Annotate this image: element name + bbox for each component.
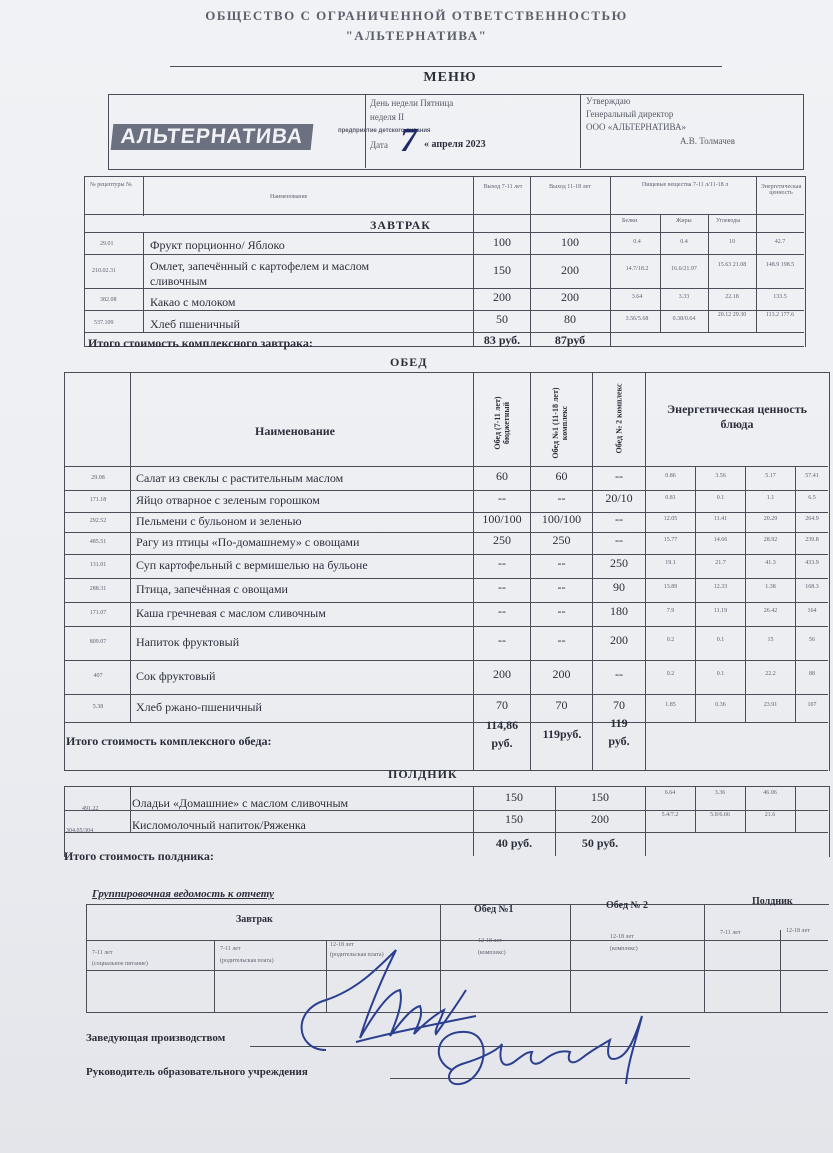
recipe-code: 809.07 <box>89 639 107 645</box>
portion-complex1: -- <box>557 556 566 570</box>
protein: 0.2 <box>666 671 675 677</box>
lunch-col-complex2: Обед № 2 комплекс <box>614 383 624 454</box>
lunch-total-budget: 114,86 <box>485 718 519 732</box>
lunch-col-complex1: Обед №1 (11-18 лет) комплекс <box>551 387 569 459</box>
org-name-line1: ОБЩЕСТВО С ОГРАНИЧЕННОЙ ОТВЕТСТВЕННОСТЬЮ <box>205 8 628 23</box>
org-name-line2: "АЛЬТЕРНАТИВА" <box>345 28 488 43</box>
portion-complex1: -- <box>557 491 566 505</box>
row-rule <box>84 332 804 333</box>
energy: 56 <box>809 637 815 643</box>
snack-total-7-11: 40 руб. <box>495 836 533 850</box>
group-statement-title: Группировочная ведомость к отчету <box>92 888 274 900</box>
portion-budget: 200 <box>493 667 511 681</box>
row-rule <box>64 602 828 603</box>
protein: 12.05 <box>663 516 678 522</box>
portion-11-18: 200 <box>561 263 579 277</box>
energy: 57.41 <box>805 473 819 479</box>
lunch-col-budget: Обед (7-11 лет) бюджетный <box>493 396 511 450</box>
protein: 15.77 <box>663 537 678 543</box>
col-rule <box>756 176 757 332</box>
portion-complex1: 250 <box>552 533 571 547</box>
protein: 7.9 <box>666 608 675 614</box>
energy: 113.2 177.6 <box>765 312 795 318</box>
carbs: 23.91 <box>763 702 778 708</box>
section-breakfast: ЗАВТРАК <box>370 218 432 232</box>
fat: 0.36 <box>715 702 726 708</box>
col-rule <box>795 786 796 832</box>
portion-budget: 60 <box>496 469 508 483</box>
group-col6-age: 7-11 лет <box>720 930 741 936</box>
portion-7-11: 150 <box>505 790 523 804</box>
portion-complex2: -- <box>615 533 623 547</box>
fat: 3.56 <box>715 473 726 479</box>
energy: 107 <box>807 702 817 708</box>
carbs: 22.18 <box>725 294 739 300</box>
dish-name: Фрукт порционно/ Яблоко <box>150 238 285 252</box>
carbs: 20.29 <box>763 516 778 522</box>
group-col3-type: (родительская плата) <box>330 952 384 958</box>
portion-complex2: 250 <box>610 556 628 570</box>
dish-name: Каша гречневая с маслом сливочным <box>136 606 326 620</box>
protein: 0.2 <box>666 637 675 643</box>
col-rule <box>130 372 131 722</box>
carbs: 5.17 <box>765 473 776 479</box>
col-rule <box>660 214 661 332</box>
col-rule <box>570 904 571 1012</box>
recipe-code: 171.18 <box>89 497 107 503</box>
portion-complex2: -- <box>615 667 623 681</box>
group-col1-age: 7-11 лет <box>92 950 113 956</box>
lunch-col-name: Наименование <box>255 424 335 438</box>
col-out-11-18: Выход 11-18 лет <box>549 184 591 190</box>
row-rule <box>64 512 828 513</box>
protein: 0.81 <box>665 495 676 501</box>
group-col1-type: (социальное питание) <box>92 961 148 967</box>
group-col5-age: 12-18 лет <box>610 934 634 940</box>
fat: 5.0/6.66 <box>710 812 730 818</box>
protein: 14.7/18.2 <box>625 266 649 272</box>
col-rule <box>780 930 781 1012</box>
portion-11-18: 80 <box>564 312 576 326</box>
dish-name: Кисломолочный напиток/Ряженка <box>132 818 306 832</box>
carbs: 10 <box>729 239 735 245</box>
portion-budget: 100/100 <box>482 512 522 526</box>
energy: 148.9 198.5 <box>765 262 795 268</box>
carbs: 15.63 21.08 <box>717 262 747 268</box>
recipe-code: 29.08 <box>91 475 105 481</box>
dish-name: Птица, запечённая с овощами <box>136 582 288 596</box>
energy: 6.5 <box>808 495 816 501</box>
portion-complex2: 180 <box>610 604 628 618</box>
col-recipe: № рецептуры № <box>90 182 132 188</box>
breakfast-total-11-18: 87руб <box>554 333 586 347</box>
institution-head-label: Руководитель образовательного учреждения <box>86 1066 308 1078</box>
protein: 6.64 <box>664 790 676 796</box>
carbs: 1.1 <box>766 495 775 501</box>
handwritten-signature-2 <box>422 1000 652 1095</box>
lunch-total-label: Итого стоимость комплексного обеда: <box>66 734 272 748</box>
logo-wordmark: АЛЬТЕРНАТИВА <box>111 124 314 150</box>
portion-7-11: 150 <box>505 812 523 826</box>
col-name: Наименование <box>270 194 308 200</box>
recipe-code: 407 <box>93 673 103 679</box>
portion-7-11: 100 <box>493 235 511 249</box>
dish-name-cont: сливочным <box>150 274 208 288</box>
lunch-total-complex1: 119руб. <box>542 727 582 741</box>
col-rule <box>143 232 144 332</box>
carbs: 15 <box>767 637 774 643</box>
row-rule <box>64 660 828 661</box>
fat: 21.7 <box>715 560 726 566</box>
dish-name: Яйцо отварное с зеленым горошком <box>136 493 320 507</box>
date-label: Дата <box>370 140 388 150</box>
dish-name: Сок фруктовый <box>136 669 216 683</box>
recipe-code: 5.38 <box>92 704 104 710</box>
header-divider <box>580 94 581 168</box>
dish-name: Хлеб пшеничный <box>150 317 240 331</box>
col-rule <box>745 466 746 722</box>
recipe-code: 171.07 <box>89 610 107 616</box>
energy: 42.7 <box>774 239 786 245</box>
group-col2-age: 7-11 лет <box>220 946 241 952</box>
nutr-label-protein: Белки <box>622 218 638 224</box>
carbs: 26.42 <box>763 608 778 614</box>
protein: 3.64 <box>631 294 643 300</box>
row-rule <box>84 232 804 233</box>
header-rule <box>170 66 722 67</box>
energy: 164 <box>807 608 817 614</box>
row-rule <box>64 578 828 579</box>
fat: 3.36 <box>714 790 726 796</box>
recipe-code: 485.51 <box>89 539 107 545</box>
fat: 11.41 <box>713 516 728 522</box>
dish-name: Хлеб ржано-пшеничный <box>136 700 262 714</box>
portion-budget: 70 <box>496 698 508 712</box>
portion-complex1: -- <box>557 580 566 594</box>
col-rule <box>214 940 215 1012</box>
carbs: 1.38 <box>765 584 776 590</box>
date-month-year: « апреля 2023 <box>424 139 486 150</box>
row-rule <box>64 722 828 723</box>
protein: 19.1 <box>665 560 676 566</box>
row-rule <box>84 214 804 215</box>
dish-name: Пельмени с бульоном и зеленью <box>136 514 302 528</box>
protein: 1.85 <box>665 702 676 708</box>
row-rule <box>64 626 828 627</box>
col-rule <box>645 786 646 856</box>
group-col5-type: (комплекс) <box>610 946 638 952</box>
portion-complex1: 200 <box>552 667 571 681</box>
dish-name: Суп картофельный с вермишелью на бульоне <box>136 558 368 572</box>
protein: 3.56/5.68 <box>625 316 649 322</box>
dish-name: Оладьи «Домашние» с маслом сливочным <box>132 796 349 810</box>
lunch-total-budget-unit: руб. <box>491 736 513 750</box>
col-rule <box>610 176 611 346</box>
portion-7-11: 50 <box>496 312 508 326</box>
protein: 0.4 <box>633 239 641 245</box>
portion-budget: -- <box>498 491 506 505</box>
group-col2-type: (родительская плата) <box>220 958 274 964</box>
portion-complex2: -- <box>615 469 623 483</box>
breakfast-total-label: Итого стоимость комплексного завтрака: <box>88 336 313 350</box>
portion-11-18: 200 <box>561 290 579 304</box>
row-rule <box>64 554 828 555</box>
portion-budget: -- <box>498 633 506 647</box>
energy: 168.3 <box>805 584 819 590</box>
col-nutrients: Пищевые вещества 7-11 л/11-18 л <box>641 182 729 188</box>
row-rule <box>84 254 804 255</box>
row-rule <box>84 310 804 311</box>
portion-complex1: 60 <box>555 469 568 483</box>
fat: 0.1 <box>716 637 725 643</box>
energy: 433.9 <box>805 560 819 566</box>
energy: 88 <box>809 671 815 677</box>
col-rule <box>695 466 696 722</box>
portion-budget: -- <box>498 604 506 618</box>
dish-name: Салат из свеклы с растительным маслом <box>136 471 344 485</box>
date-day-handwritten: 7 <box>400 122 417 159</box>
recipe-code: 537.109 <box>94 320 114 326</box>
fat: 14.66 <box>713 537 728 543</box>
dish-name: Рагу из птицы «По-домашнему» с овощами <box>136 535 360 549</box>
portion-complex2: 90 <box>613 580 625 594</box>
col-out-7-11: Выход 7-11 лет <box>483 184 523 190</box>
weekday: День недели Пятница <box>370 98 454 108</box>
col-rule <box>704 904 705 1012</box>
row-rule <box>64 490 828 491</box>
lunch-col-energy: Энергетическая ценность блюда <box>667 402 807 431</box>
nutr-label-fat: Жиры <box>676 218 692 224</box>
snack-total-11-18: 50 руб. <box>581 836 619 850</box>
col-rule <box>795 466 796 722</box>
portion-complex2: -- <box>615 512 623 526</box>
lunch-total-complex2-unit: руб. <box>608 734 630 748</box>
dish-name: Напиток фруктовый <box>136 635 240 649</box>
energy: 264.9 <box>805 516 819 522</box>
portion-complex1: 100/100 <box>541 512 582 526</box>
portion-complex2: 200 <box>610 633 628 647</box>
recipe-code: 210.02.31 <box>92 268 116 274</box>
portion-7-11: 200 <box>493 290 511 304</box>
group-col3-age: 12-18 лет <box>330 942 354 948</box>
group-lunch2: Обед № 2 <box>606 900 649 911</box>
row-rule <box>64 532 828 533</box>
recipe-code: 292.52 <box>89 518 107 524</box>
protein: 13.89 <box>663 584 678 590</box>
fat: 16.6/21.97 <box>671 266 697 272</box>
approve-line-1: Утверждаю <box>586 96 631 106</box>
portion-complex1: 70 <box>555 698 568 712</box>
fat: 0.1 <box>716 671 725 677</box>
recipe-code: 382.08 <box>100 297 117 303</box>
group-col4-type: (комплекс) <box>478 950 506 956</box>
portion-11-18: 200 <box>591 812 609 826</box>
portion-complex2: 20/10 <box>605 491 633 505</box>
portion-11-18: 150 <box>591 790 609 804</box>
fat: 0.38/0.64 <box>672 316 696 322</box>
energy: 239.8 <box>805 537 819 543</box>
protein: 5.4/7.2 <box>661 812 679 818</box>
group-snack: Полдник <box>752 896 793 907</box>
snack-total-label: Итого стоимость полдника: <box>64 849 214 863</box>
fat: 0.1 <box>716 495 725 501</box>
row-rule <box>64 466 828 467</box>
group-lunch1: Обед №1 <box>474 904 514 915</box>
col-rule <box>645 372 646 770</box>
approve-line-3: ООО «АЛЬТЕРНАТИВА» <box>586 122 686 132</box>
protein: 0.86 <box>665 473 676 479</box>
dish-name: Омлет, запечённый с картофелем и маслом <box>150 259 370 273</box>
col-energy: Энергетическая ценность <box>760 184 802 196</box>
fat: 3.33 <box>678 294 690 300</box>
logo-subtitle: предприятие детского питания <box>338 128 431 134</box>
portion-budget: -- <box>498 580 506 594</box>
fat: 12.33 <box>713 584 728 590</box>
nutr-label-carbs: Углеводы <box>716 218 741 224</box>
week-number: неделя II <box>370 112 405 122</box>
portion-budget: 250 <box>493 533 511 547</box>
recipe-code: 304.05/304 <box>66 828 94 834</box>
recipe-code: 29.01 <box>100 241 114 247</box>
approve-line-4: А.В. Толмачев <box>680 136 735 146</box>
fat: 11.19 <box>713 608 728 614</box>
portion-budget: -- <box>498 556 506 570</box>
portion-complex1: -- <box>557 633 566 647</box>
group-col7-age: 12-18 лет <box>786 928 810 934</box>
carbs: 22.2 <box>765 671 776 677</box>
section-lunch: ОБЕД <box>390 355 428 369</box>
breakfast-total-7-11: 83 руб. <box>483 333 521 347</box>
portion-11-18: 100 <box>561 235 579 249</box>
col-rule <box>130 786 131 832</box>
production-head-label: Заведующая производством <box>86 1032 226 1044</box>
row-rule <box>64 694 828 695</box>
recipe-code: 288.31 <box>89 586 107 592</box>
section-snack: ПОЛДНИК <box>388 767 458 781</box>
carbs: 20.12 29.30 <box>717 312 747 318</box>
carbs: 46.06 <box>763 790 777 796</box>
recipe-code: 491.22 <box>82 806 99 812</box>
recipe-code: 131.01 <box>89 562 107 568</box>
dish-name: Какао с молоком <box>150 295 236 309</box>
carbs: 21.6 <box>764 812 776 818</box>
lunch-total-complex2: 119 <box>610 716 628 730</box>
col-rule <box>143 176 144 216</box>
portion-complex1: -- <box>557 604 566 618</box>
portion-complex2: 70 <box>613 698 625 712</box>
approve-line-2: Генеральный директор <box>586 109 674 119</box>
energy: 133.5 <box>773 294 787 300</box>
menu-title: МЕНЮ <box>423 70 477 85</box>
carbs: 28.92 <box>763 537 778 543</box>
group-breakfast: Завтрак <box>236 914 273 925</box>
fat: 0.4 <box>680 239 688 245</box>
group-col4-age: 12-18 лет <box>478 938 502 944</box>
carbs: 41.3 <box>765 560 776 566</box>
portion-7-11: 150 <box>493 263 511 277</box>
